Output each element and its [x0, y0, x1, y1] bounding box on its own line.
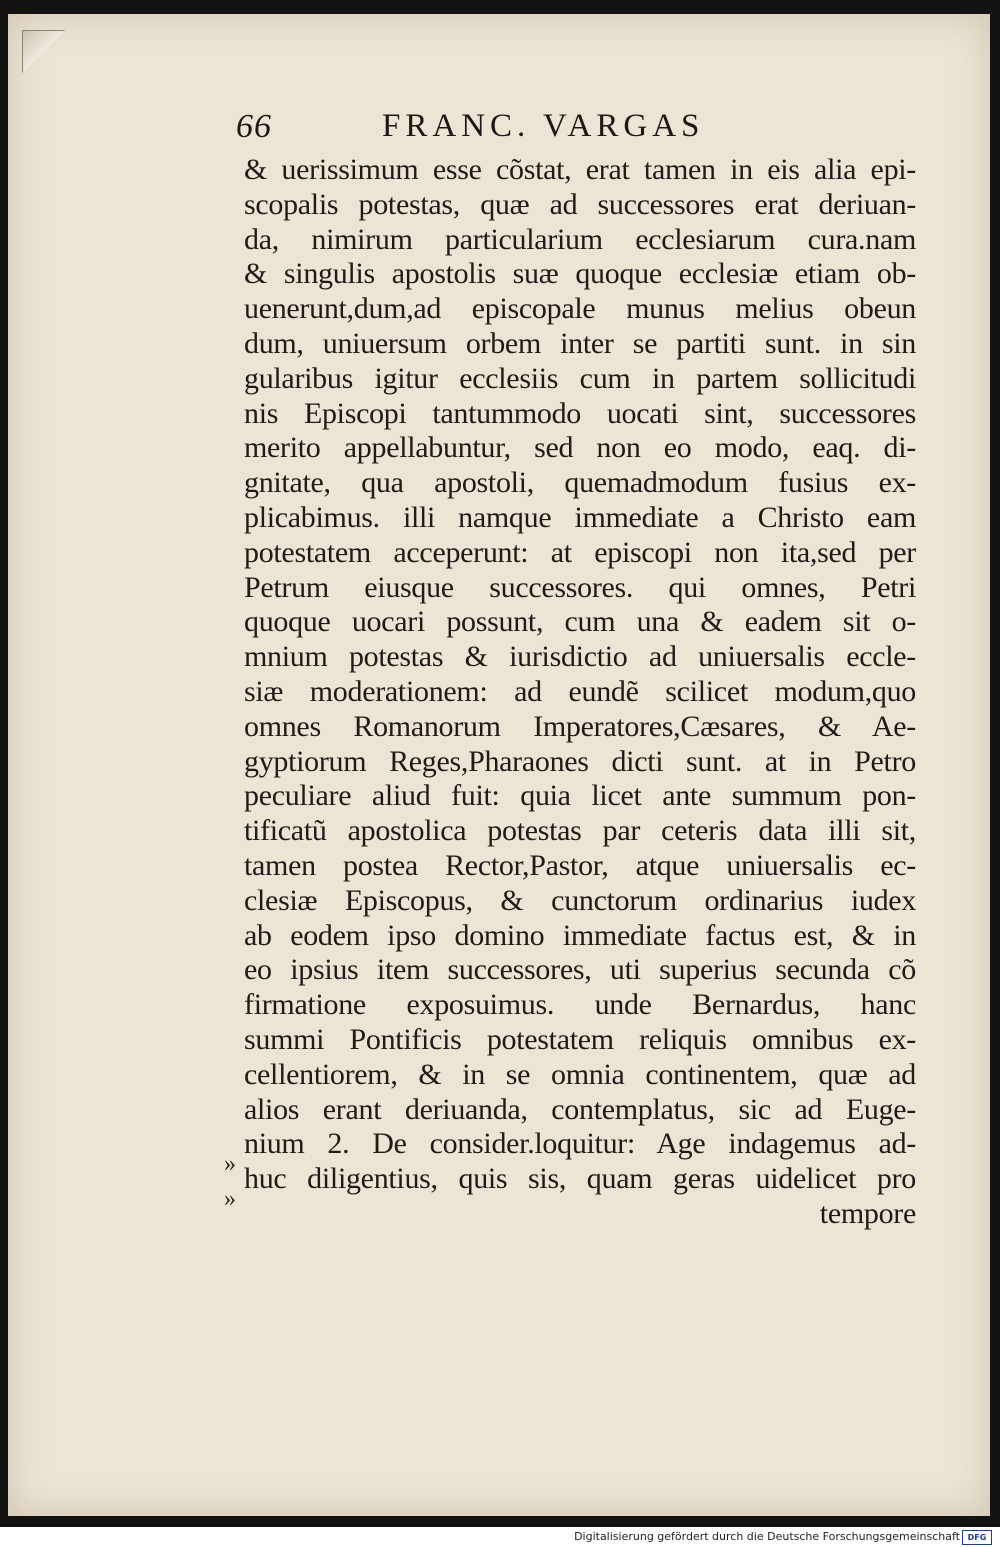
text-line: mnium potestas & iurisdictio ad uniuersalis eccle- [244, 640, 916, 674]
text-line: omnes Romanorum Imperatores,Cæsares, & Ae- [244, 709, 916, 743]
text-line: & uerissimum esse cõstat, erat tamen in eis alia epi- [244, 153, 916, 186]
catchword: tempore [819, 1196, 916, 1230]
text-line: clesiæ Episcopus, & cunctorum ordinarius iudex [244, 883, 916, 917]
text-line: nis Episcopi tantummodo uocati sint, successores [244, 396, 916, 430]
text-line: scopalis potestas, quæ ad successores erat deriuan- [244, 187, 916, 221]
text-line: siæ moderationem: ad eundẽ scilicet modum,quo [244, 674, 916, 708]
funding-credit: Digitalisierung gefördert durch die Deutsche Forschungsgemeinschaft [574, 1530, 960, 1543]
text-line: dum, uniuersum orbem inter se partiti sunt. in sin [244, 326, 916, 360]
text-line: tificatũ apostolica potestas par ceteris data illi sit, [244, 814, 916, 848]
text-line: & singulis apostolis suæ quoque ecclesiæ etiam ob- [244, 257, 916, 291]
footer-bar [0, 1527, 1000, 1547]
body-text [244, 153, 916, 1232]
quotation-marks [224, 1147, 254, 1217]
text-line: eo ipsius item successores, uti superius secunda cõ [244, 953, 916, 987]
text-line: plicabimus. illi namque immediate a Christo eam [244, 500, 916, 534]
text-line: nium 2. De consider.loquitur: Age indagemus ad- [244, 1127, 916, 1161]
page-header [236, 108, 756, 154]
text-line: merito appellabuntur, sed non eo modo, eaq. di- [244, 431, 916, 465]
text-line: tamen postea Rector,Pastor, atque uniuersalis ec- [244, 848, 916, 882]
text-line: ab eodem ipso domino immediate factus est, & in [244, 918, 916, 952]
page-number: 66 [236, 108, 272, 145]
text-line: peculiare aliud fuit: quia licet ante summum pon- [244, 779, 916, 813]
running-head: FRANC. VARGAS [382, 108, 705, 144]
text-line: gularibus igitur ecclesiis cum in partem sollicitudi [244, 361, 916, 395]
page-corner-fold [22, 30, 65, 73]
quote-mark: » [224, 1185, 236, 1212]
text-line: quoque uocari possunt, cum una & eadem sit o- [244, 605, 916, 639]
quote-mark: » [224, 1151, 236, 1177]
text-line: Petrum eiusque successores. qui omnes, Petri [244, 570, 916, 604]
text-line: gnitate, qua apostoli, quemadmodum fusius ex- [244, 466, 916, 500]
text-line: uenerunt,dum,ad episcopale munus melius obeun [244, 292, 916, 326]
text-line: gyptiorum Reges,Pharaones dicti sunt. at in Petro [244, 744, 916, 778]
text-line: cellentiorem, & in se omnia continentem, quæ ad [244, 1057, 916, 1091]
text-line: alios erant deriuanda, contemplatus, sic ad Euge- [244, 1092, 916, 1126]
text-line: potestatem acceperunt: at episcopi non ita,sed per [244, 535, 916, 569]
text-line: summi Pontificis potestatem reliquis omnibus ex- [244, 1022, 916, 1056]
dfg-logo: DFG [962, 1530, 992, 1545]
text-line: da, nimirum particularium ecclesiarum cura.nam [244, 222, 916, 256]
text-line: firmatione exposuimus. unde Bernardus, hanc [244, 988, 916, 1022]
text-line: huc diligentius, quis sis, quam geras uidelicet pro [244, 1162, 916, 1196]
